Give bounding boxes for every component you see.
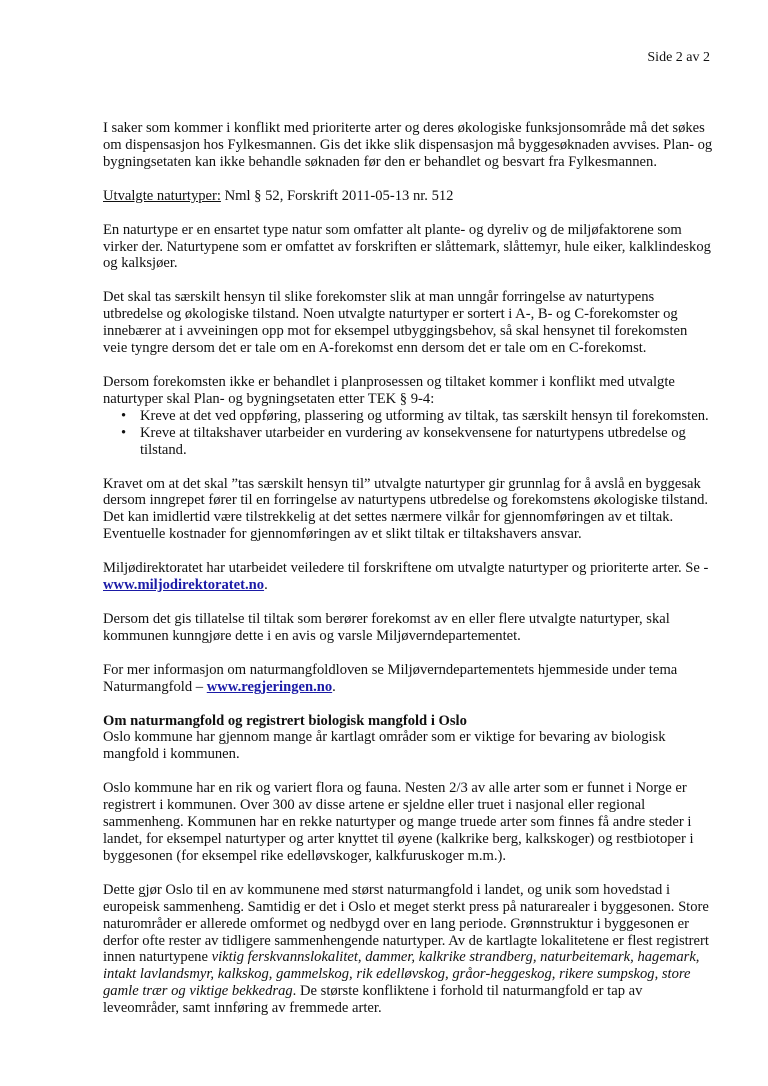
paragraph-pressure bbox=[103, 882, 715, 1017]
document-body bbox=[103, 120, 715, 1034]
nature-types-list: viktig ferskvannslokalitet, dammer, kalkrike strandberg, naturbeitemark, hagemark, intakt lavlandsmyr, kalkskog, gammelskog, rik edelløvskog, gråor-heggeskog, rikere sumpskog, store gamle trær og viktige bekkedrag bbox=[103, 949, 700, 1000]
more-info-text: For mer informasjon om naturmangfoldloven se Miljøverndepartementets hjemmeside under tema Naturmangfold – bbox=[103, 661, 678, 695]
pressure-text: Dette gjør Oslo til en av kommunene med størst naturmangfold i landet, og unik som hovedstad i europeisk sammenheng. Samtidig er det i Oslo et meget sterkt press på naturarealer i byggesonen. Store naturområder er allerede omformet og nedbygd over en lang periode. Grønnstruktur i byggesonen er derfor ofte rester av tidligere sammenhengende naturtyper. Av de kartlagte lokalitetene er flest registrert innen naturtypene bbox=[103, 881, 709, 966]
page-number: Side 2 av 2 bbox=[647, 50, 710, 65]
paragraph-announcement: Dersom det gis tillatelse til tiltak som berører forekomst av en eller flere utvalgte naturtyper, skal kommunen kunngjøre dette i en avis og varsle Miljøverndepartementet. bbox=[103, 610, 670, 644]
section-oslo-biodiversity bbox=[103, 713, 715, 764]
tek-intro: Dersom forekomsten ikke er behandlet i planprosessen og tiltaket kommer i konflikt med utvalgte naturtyper skal Plan- og bygningsetaten etter TEK § 9-4: bbox=[103, 373, 675, 407]
section-heading: Om naturmangfold og registrert biologisk mangfold i Oslo bbox=[103, 712, 467, 729]
paragraph-utvalgte-naturtyper bbox=[103, 188, 715, 205]
list-item-text: Kreve at det ved oppføring, plassering og utforming av tiltak, tas særskilt hensyn til forekomsten. bbox=[140, 407, 709, 424]
paragraph-definition: En naturtype er en ensartet type natur som omfatter alt plante- og dyreliv og de miljøfaktorene som virker der. Naturtypene som er omfattet av forskriften er slåttemark, slåttemyr, hule eiker, kalklindeskog og kalksjøer. bbox=[103, 221, 711, 272]
section-label: Utvalgte naturtyper: bbox=[103, 187, 221, 204]
paragraph-flora-fauna: Oslo kommune har en rik og variert flora og fauna. Nesten 2/3 av alle arter som er funnet i Norge er registrert i kommunen. Over 300 av disse artene er sjeldne eller truet i nasjonal eller regional sammenheng. Kommunen har en rekke naturtyper og mange truede arter som finnes få andre steder i landet, for eksempel naturtyper og arter knyttet til øyene (kalkrike berg, kalkskoger) og restbiotoper i byggesonen (for eksempel rike edelløvskoger, kalkfuruskoger m.m.). bbox=[103, 780, 694, 864]
pressure-end: . De største konfliktene i forhold til naturmangfold er tap av leveområder, samt innføring av fremmede arter. bbox=[103, 983, 643, 1017]
paragraph-dispensation: I saker som kommer i konflikt med prioriterte arter og deres økologiske funksjonsområde må det søkes om dispensasjon hos Fylkesmannen. Gis det ikke slik dispensasjon må byggesøknaden avvises. Plan- og bygningsetaten kan ikke behandle søknaden før den er behandlet og besvart fra Fylkesmannen. bbox=[103, 120, 713, 170]
guidance-text: Miljødirektoratet har utarbeidet veiledere til forskriftene om utvalgte naturtyper og prioriterte arter. Se - bbox=[103, 560, 709, 577]
regjeringen-link[interactable]: www.regjeringen.no bbox=[206, 678, 333, 695]
bullet-icon: • bbox=[121, 424, 127, 441]
paragraph-tek-requirements bbox=[103, 374, 715, 459]
paragraph-consideration: Det skal tas særskilt hensyn til slike forekomster slik at man unngår forringelse av naturtypens utbredelse og økologiske tilstand. Noen utvalgte naturtyper er sortert i A-, B- og C-forekomster og innebærer at i avveiningen opp mot for eksempel utbyggingsbehov, så skal hensynet til forekomsten veie tyngre dersom det er tale om en A-forekomst enn dersom det er tale om en C-forekomst. bbox=[103, 289, 688, 357]
more-info-end: . bbox=[332, 678, 336, 695]
list-item bbox=[103, 408, 715, 425]
list-item bbox=[103, 425, 715, 459]
guidance-end: . bbox=[264, 577, 268, 594]
paragraph-guidance bbox=[103, 560, 715, 594]
section-intro: Oslo kommune har gjennom mange år kartlagt områder som er viktige for bevaring av biologisk mangfold i kommunen. bbox=[103, 729, 666, 763]
list-item-text: Kreve at tiltakshaver utarbeider en vurdering av konsekvensene for naturtypens utbredelse og tilstand. bbox=[140, 424, 686, 458]
paragraph-more-info bbox=[103, 662, 715, 696]
paragraph-refusal-basis: Kravet om at det skal ”tas særskilt hensyn til” utvalgte naturtyper gir grunnlag for å avslå en byggesak dersom inngrepet fører til en forringelse av naturtypens utbredelse og forekomstens økologiske tilstand. Det kan imidlertid være tilstrekkelig at det settes nærmere vilkår for gjennomføringen av et tiltak. Eventuelle kostnader for gjennomføringen av et slikt tiltak er tiltakshavers ansvar. bbox=[103, 475, 709, 543]
miljodirektoratet-link[interactable]: www.miljodirektoratet.no bbox=[103, 577, 265, 594]
bullet-icon: • bbox=[121, 407, 127, 424]
regulation-reference: Nml § 52, Forskrift 2011-05-13 nr. 512 bbox=[220, 187, 454, 204]
requirements-list bbox=[103, 408, 715, 459]
